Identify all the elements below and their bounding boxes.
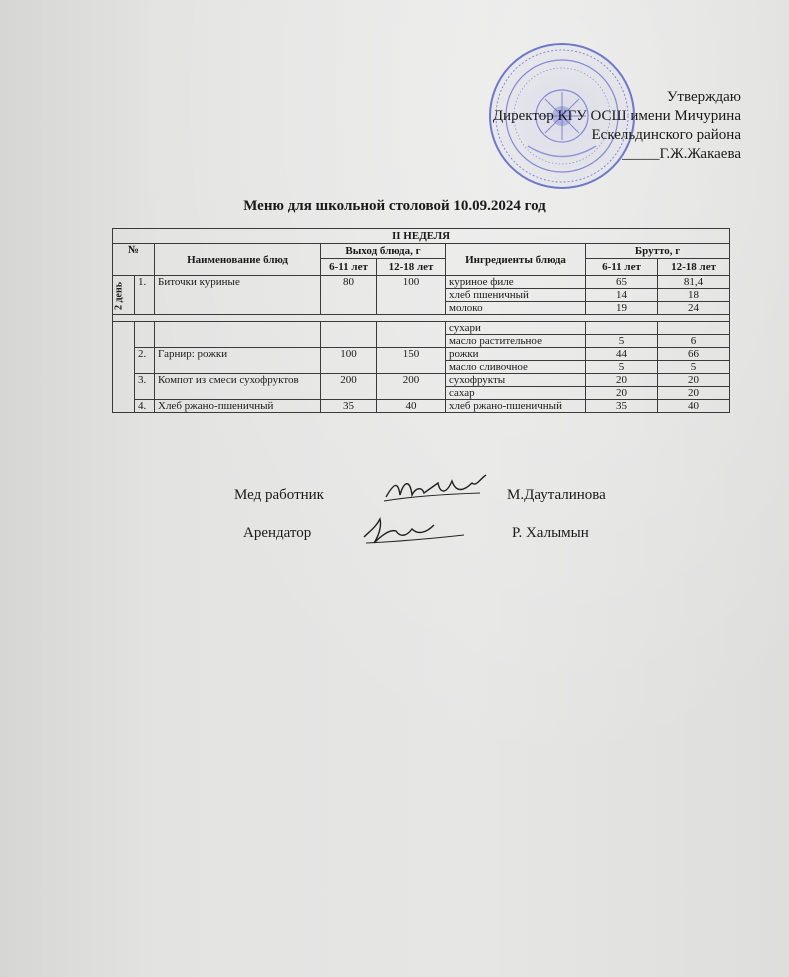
approval-line-3: Ескельдинского района — [591, 127, 741, 143]
table-row — [113, 244, 730, 259]
cell-ingredient: масло растительное — [446, 335, 586, 348]
cell-ingredient: куриное филе — [446, 276, 586, 289]
header-num: № — [113, 244, 155, 276]
header-ingredients: Ингредиенты блюда — [446, 244, 586, 276]
header-gross: Брутто, г — [586, 244, 730, 259]
cell-num: 2. — [135, 348, 155, 374]
med-worker-name: М.Дауталинова — [507, 487, 606, 503]
table-row — [113, 374, 730, 387]
cell-num-empty — [135, 322, 155, 348]
cell-yield1: 200 — [321, 374, 377, 400]
cell-gross2: 40 — [658, 400, 730, 413]
cell-ingredient: хлеб ржано-пшеничный — [446, 400, 586, 413]
page-title: Меню для школьной столовой 10.09.2024 год — [243, 198, 546, 214]
cell-gross2: 81,4 — [658, 276, 730, 289]
header-gross-age2: 12-18 лет — [658, 259, 730, 276]
cell-gross2: 66 — [658, 348, 730, 361]
tenant-name: Р. Халымын — [512, 525, 589, 541]
table-row — [113, 229, 730, 244]
cell-ingredient: рожки — [446, 348, 586, 361]
med-signature-icon — [380, 473, 492, 507]
header-yield-age2: 12-18 лет — [377, 259, 446, 276]
cell-gross1: 35 — [586, 400, 658, 413]
cell-ingredient: сухари — [446, 322, 586, 335]
cell-yield1-empty — [321, 322, 377, 348]
cell-dish: Биточки куриные — [155, 276, 321, 315]
med-worker-label: Мед работник — [234, 487, 324, 503]
cell-ingredient: сахар — [446, 387, 586, 400]
header-yield-age1: 6-11 лет — [321, 259, 377, 276]
cell-gross1: 14 — [586, 289, 658, 302]
cell-yield1: 80 — [321, 276, 377, 315]
cell-yield2-empty — [377, 322, 446, 348]
cell-ingredient: сухофрукты — [446, 374, 586, 387]
cell-gross2 — [658, 322, 730, 335]
table-row — [113, 400, 730, 413]
approval-line-4: _____Г.Ж.Жакаева — [621, 146, 741, 162]
cell-gross1: 44 — [586, 348, 658, 361]
cell-gross1: 5 — [586, 335, 658, 348]
cell-gross1 — [586, 322, 658, 335]
cell-yield1: 35 — [321, 400, 377, 413]
header-dish: Наименование блюд — [155, 244, 321, 276]
header-yield: Выход блюда, г — [321, 244, 446, 259]
cell-gross1: 19 — [586, 302, 658, 315]
cell-gross1: 20 — [586, 374, 658, 387]
cell-num: 4. — [135, 400, 155, 413]
menu-table — [112, 228, 730, 413]
day-label: 2 день — [113, 276, 135, 315]
cell-gross1: 65 — [586, 276, 658, 289]
cell-gross1: 20 — [586, 387, 658, 400]
cell-gross2: 24 — [658, 302, 730, 315]
day-cell-empty — [113, 322, 135, 413]
approval-line-2: Директор КГУ ОСШ имени Мичурина — [492, 108, 741, 124]
cell-ingredient: хлеб пшеничный — [446, 289, 586, 302]
cell-dish-empty — [155, 322, 321, 348]
cell-num: 3. — [135, 374, 155, 400]
cell-dish: Гарнир: рожки — [155, 348, 321, 374]
cell-ingredient: масло сливочное — [446, 361, 586, 374]
week-header: II НЕДЕЛЯ — [113, 229, 730, 244]
cell-dish: Компот из смеси сухофруктов — [155, 374, 321, 400]
cell-yield2: 200 — [377, 374, 446, 400]
cell-gross2: 18 — [658, 289, 730, 302]
cell-yield2: 40 — [377, 400, 446, 413]
cell-yield2: 100 — [377, 276, 446, 315]
cell-yield1: 100 — [321, 348, 377, 374]
approval-line-1: Утверждаю — [666, 89, 741, 105]
table-row — [113, 348, 730, 361]
cell-gross2: 6 — [658, 335, 730, 348]
page-break-gap — [113, 315, 730, 322]
cell-gross1: 5 — [586, 361, 658, 374]
header-gross-age1: 6-11 лет — [586, 259, 658, 276]
table-row — [113, 322, 730, 335]
tenant-label: Арендатор — [243, 525, 312, 541]
tenant-signature-icon — [360, 513, 470, 549]
cell-gross2: 20 — [658, 374, 730, 387]
table-row — [113, 276, 730, 289]
cell-ingredient: молоко — [446, 302, 586, 315]
cell-dish: Хлеб ржано-пшеничный — [155, 400, 321, 413]
cell-num: 1. — [135, 276, 155, 315]
cell-gross2: 20 — [658, 387, 730, 400]
approval-block — [493, 88, 741, 164]
cell-yield2: 150 — [377, 348, 446, 374]
cell-gross2: 5 — [658, 361, 730, 374]
